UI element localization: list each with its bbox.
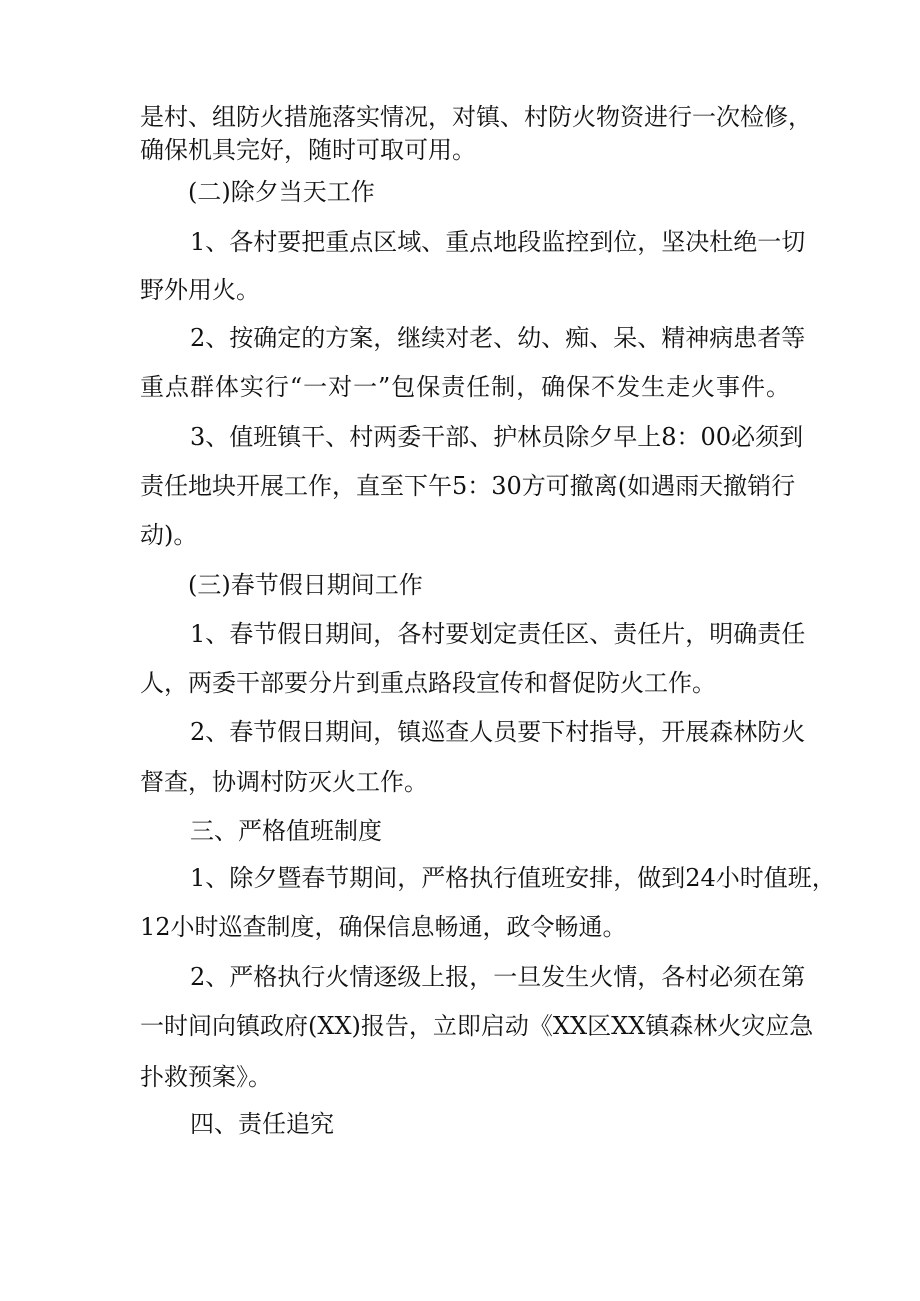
text-line: 确保机具完好，随时可取可用。 [140, 136, 476, 164]
section-heading: 四、责任追究 [190, 1110, 334, 1138]
text-line: 1、春节假日期间，各村要划定责任区、责任片，明确责任 [190, 620, 806, 648]
text-line: 野外用火。 [140, 276, 260, 304]
text-line: 是村、组防火措施落实情况，对镇、村防火物资进行一次检修， [140, 103, 812, 131]
text-line: 12小时巡查制度，确保信息畅通，政令畅通。 [140, 913, 627, 941]
text-line: 扑救预案》。 [140, 1063, 272, 1091]
section-heading: 三、严格值班制度 [190, 817, 382, 845]
section-heading: (二)除夕当天工作 [188, 178, 375, 206]
text-line: 2、按确定的方案，继续对老、幼、痴、呆、精神病患者等 [190, 324, 806, 352]
text-line: 人，两委干部要分片到重点路段宣传和督促防火工作。 [140, 669, 716, 697]
text-line: 动)。 [140, 521, 198, 549]
text-line: 3、值班镇干、村两委干部、护林员除夕早上8：00必须到 [190, 423, 804, 451]
text-line: 一时间向镇政府(XX)报告，立即启动《XX区XX镇森林火灾应急 [140, 1012, 814, 1040]
text-line: 1、各村要把重点区域、重点地段监控到位，坚决杜绝一切 [190, 228, 806, 256]
section-heading: (三)春节假日期间工作 [188, 571, 423, 599]
text-line: 督查，协调村防灭火工作。 [140, 768, 428, 796]
text-line: 2、严格执行火情逐级上报，一旦发生火情，各村必须在第 [190, 963, 806, 991]
text-line: 1、除夕暨春节期间，严格执行值班安排，做到24小时值班， [190, 864, 836, 892]
text-line: 责任地块开展工作，直至下午5：30方可撤离(如遇雨天撤销行 [140, 472, 796, 500]
text-line: 重点群体实行“一对一”包保责任制，确保不发生走火事件。 [140, 373, 790, 401]
text-line: 2、春节假日期间，镇巡查人员要下村指导，开展森林防火 [190, 718, 806, 746]
